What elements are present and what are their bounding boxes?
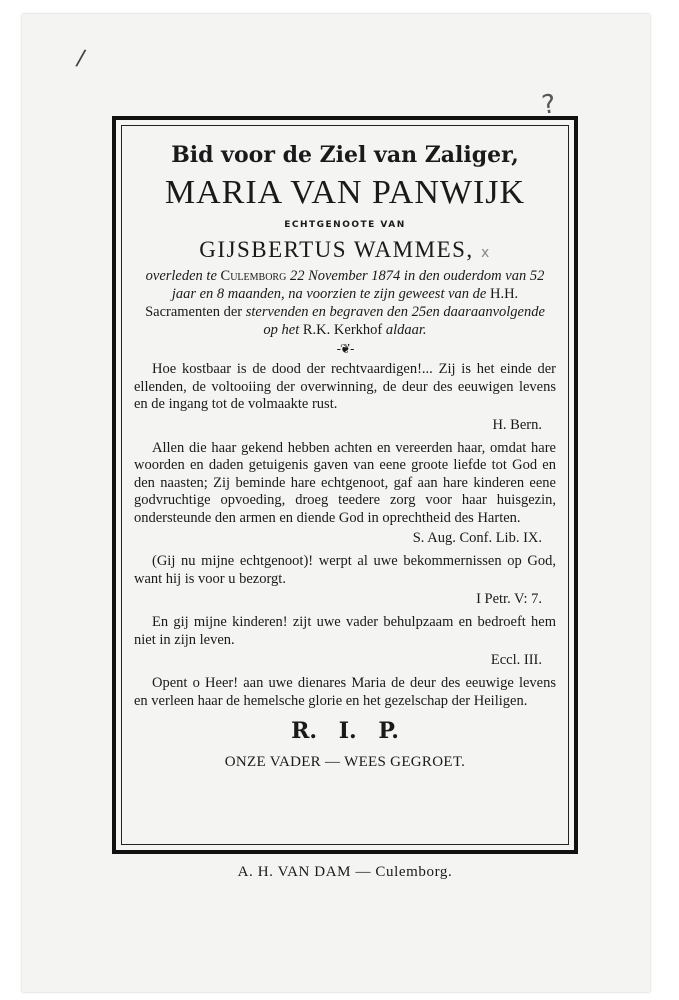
obituary-part-5: aldaar. <box>385 322 427 338</box>
obituary-part-3: in den ouderdom van 52 jaar en 8 maanden, na voorzien te zijn geweest van de <box>171 268 545 302</box>
spouse-name-line <box>134 238 556 261</box>
obituary <box>134 267 556 339</box>
ornament-divider: -❦- <box>336 342 354 357</box>
deceased-name: MARIA VAN PANWIJK <box>164 174 526 211</box>
pencil-slash-mark: / <box>74 45 87 72</box>
pencil-x-mark: x <box>480 245 491 261</box>
rip: R. I. P. <box>291 718 399 744</box>
spouse-name: GIJSBERTUS WAMMES, <box>199 237 474 262</box>
paragraph-1: Hoe kostbaar is de dood der rechtvaardigen!... Zij is het einde der ellenden, de voltooiing der overwinning, de deur des eeuwigen levens en de ingang tot de volmaakte rust. <box>134 361 556 412</box>
source-4: Eccl. III. <box>490 652 542 668</box>
source-2: S. Aug. Conf. Lib. IX. <box>412 530 542 546</box>
obituary-place: Culemborg <box>220 268 287 284</box>
source-3: I Petr. V: 7. <box>476 591 542 607</box>
spouse-title: ECHTGENOOTE VAN <box>284 220 406 230</box>
paragraph-5: Opent o Heer! aan uwe dienares Maria de deur des eeuwige levens en verleen haar de hemelsche glorie en het gezelschap der Heiligen. <box>134 675 556 709</box>
closing-prayer: ONZE VADER — WEES GEGROET. <box>224 754 466 770</box>
obituary-sacrament: H.H. Sacramenten der <box>145 286 519 320</box>
source-1: H. Bern. <box>492 416 542 433</box>
paragraph-3: (Gij nu mijne echtgenoot)! werpt al uwe bekommernissen op God, want hij is voor u bezorgt. <box>134 553 556 587</box>
heading: Bid voor de Ziel van Zaliger, <box>171 142 519 168</box>
obituary-date: 22 November 1874 <box>289 268 401 284</box>
obituary-part-4: stervenden en begraven den 25en daaraanvolgende op het <box>245 304 545 338</box>
printer-line: A. H. VAN DAM — Culemborg. <box>237 864 453 880</box>
obituary-kerkhof: R.K. Kerkhof <box>302 322 383 338</box>
text-frame <box>112 116 578 854</box>
text-frame-inner <box>121 125 569 845</box>
paragraph-2: Allen die haar gekend hebben achten en vereerden haar, omdat hare woorden en daden getuigenis gaven van eene groote liefde tot God en den naasten; Zij beminde hare echtgenoot, gaf aan hare kinderen eene godvruchtige opvoeding, droeg teedere zorg voor haar huisgezin, ondersteunde den armen en diende God in oprechtheid des Harten. <box>134 439 556 526</box>
pencil-question-mark: ? <box>539 89 558 121</box>
obituary-part-1: overleden te <box>145 268 217 284</box>
paragraph-4: En gij mijne kinderen! zijt uwe vader behulpzaam en bedroeft hem niet in zijn leven. <box>134 614 556 648</box>
